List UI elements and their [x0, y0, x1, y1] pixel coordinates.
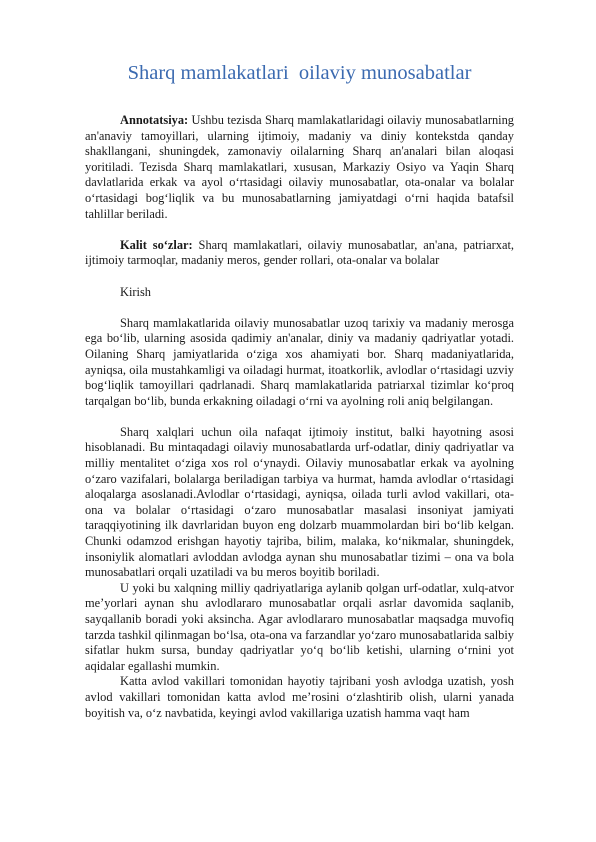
keywords-text: Sharq mamlakatlari, oilaviy munosabatlar, an'ana, patriarxat, ijtimoiy tarmoqlar, madaniy meros, gender rollari, ota-onalar va bolalar	[85, 237, 514, 268]
body-paragraph-1: Sharq mamlakatlarida oilaviy munosabatlar uzoq tarixiy va madaniy merosga ega boʻlib, ularning asosida qadimiy an'analar, diniy va madaniy qadriyatlar yotadi. Oilaning Sharq jamiyatlarida oʻziga xos ahamiyati bor. Sharq madaniyatlarida, ayniqsa, oila mustahkamligi va oiladagi hurmat, itoatkorlik, avlodlar oʻrtasidagi uzviy bogʻliqlik tamoyillari qadrlanadi. Sharq mamlakatlarida patriarxal tizimlar koʻproq tarqalgan boʻlib, bunda erkakning oiladagi oʻrni va ayolning roli aniq belgilangan.	[85, 315, 514, 408]
abstract-label: Annotatsiya:	[120, 113, 189, 127]
abstract-paragraph	[85, 113, 514, 222]
body-paragraph-2: Sharq xalqlari uchun oila nafaqat ijtimoiy institut, balki hayotning asosi hisoblanadi. Bu mintaqadagi oilaviy munosabatlarda urf-odatlar, diniy qadriyatlar va milliy mentalitet oʻziga xos rol oʻynaydi. Oilaviy munosabatlar erkak va ayolning oʻzaro vazifalari, bolalarga beriladigan tarbiya va hurmat, hamda avlodlar oʻrtasidagi aloqalarga asoslanadi.Avlodlar oʻrtasidagi, ayniqsa, oilada turli avlod vakillari, ota-ona va bolalar oʻrtasidagi oʻzaro munosabatlar masalasi insoniyat jamiyati taraqqiyotining ilk davrlaridan buyon eng dolzarb muammolardan biri boʻlib kelgan. Chunki odamzod erishgan hayotiy tajriba, bilim, malaka, koʻnikmalar, shuningdek, insoniylik alomatlari avloddan avlodga aynan shu munosabatlar tizimi – ona va bola munosabatlari orqali uzatiladi va bu meros boyitib boriladi.	[85, 424, 514, 580]
abstract-text: Ushbu tezisda Sharq mamlakatlaridagi oilaviy munosabatlarning an'anaviy tamoyillari, ularning ijtimoiy, madaniy va diniy kontekstda qanday shakllangani, shuningdek, zamonaviy oilalarning Sharq an'analari bilan aloqasi yoritiladi. Tezisda Sharq mamlakatlari, xususan, Markaziy Osiyo va Yaqin Sharq davlatlarida erkak va ayol oʻrtasidagi oilaviy munosabatlar, ota-onalar va bolalar oʻrtasidagi bogʻliqlik va bu munosabatlarning jamiyatdagi oʻrni haqida batafsil tahlillar beriladi.	[85, 113, 514, 221]
spacer	[85, 222, 514, 238]
spacer	[85, 409, 514, 425]
body-paragraph-4: Katta avlod vakillari tomonidan hayotiy tajribani yosh avlodga uzatish, yosh avlod vakillari tomonidan katta avlod me’rosini oʻzlashtirib olish, ularni yanada boyitish va, oʻz navbatida, keyingi avlod vakillariga uzatish hamma vaqt ham	[85, 674, 514, 720]
keywords-label: Kalit soʻzlar:	[120, 237, 193, 252]
spacer	[85, 300, 514, 316]
spacer	[85, 269, 514, 285]
intro-heading: Kirish	[120, 284, 151, 299]
body-paragraph-3: U yoki bu xalqning milliy qadriyatlariga aylanib qolgan urf-odatlar, xulq-atvor me’yorlari aynan shu avlodlararo munosabatlar orqali asrlar davomida saqlanib, sayqallanib boradi yoki aksincha. Agar avlodlararo munosabatlar maqsadga muvofiq tarzda tashkil qilinmagan boʻlsa, ota-ona va farzandlar yoʻzaro munosabatlarida salbiy sifatlar hukm sursa, bunday qadriyatlar yoʻq boʻlib ketishi, ularning oʻrnini yot aqidalar egallashi mumkin.	[85, 580, 514, 673]
keywords-paragraph	[85, 238, 514, 269]
page-title: Sharq mamlakatlari oilaviy munosabatlar	[127, 62, 472, 84]
document-page	[85, 52, 514, 721]
